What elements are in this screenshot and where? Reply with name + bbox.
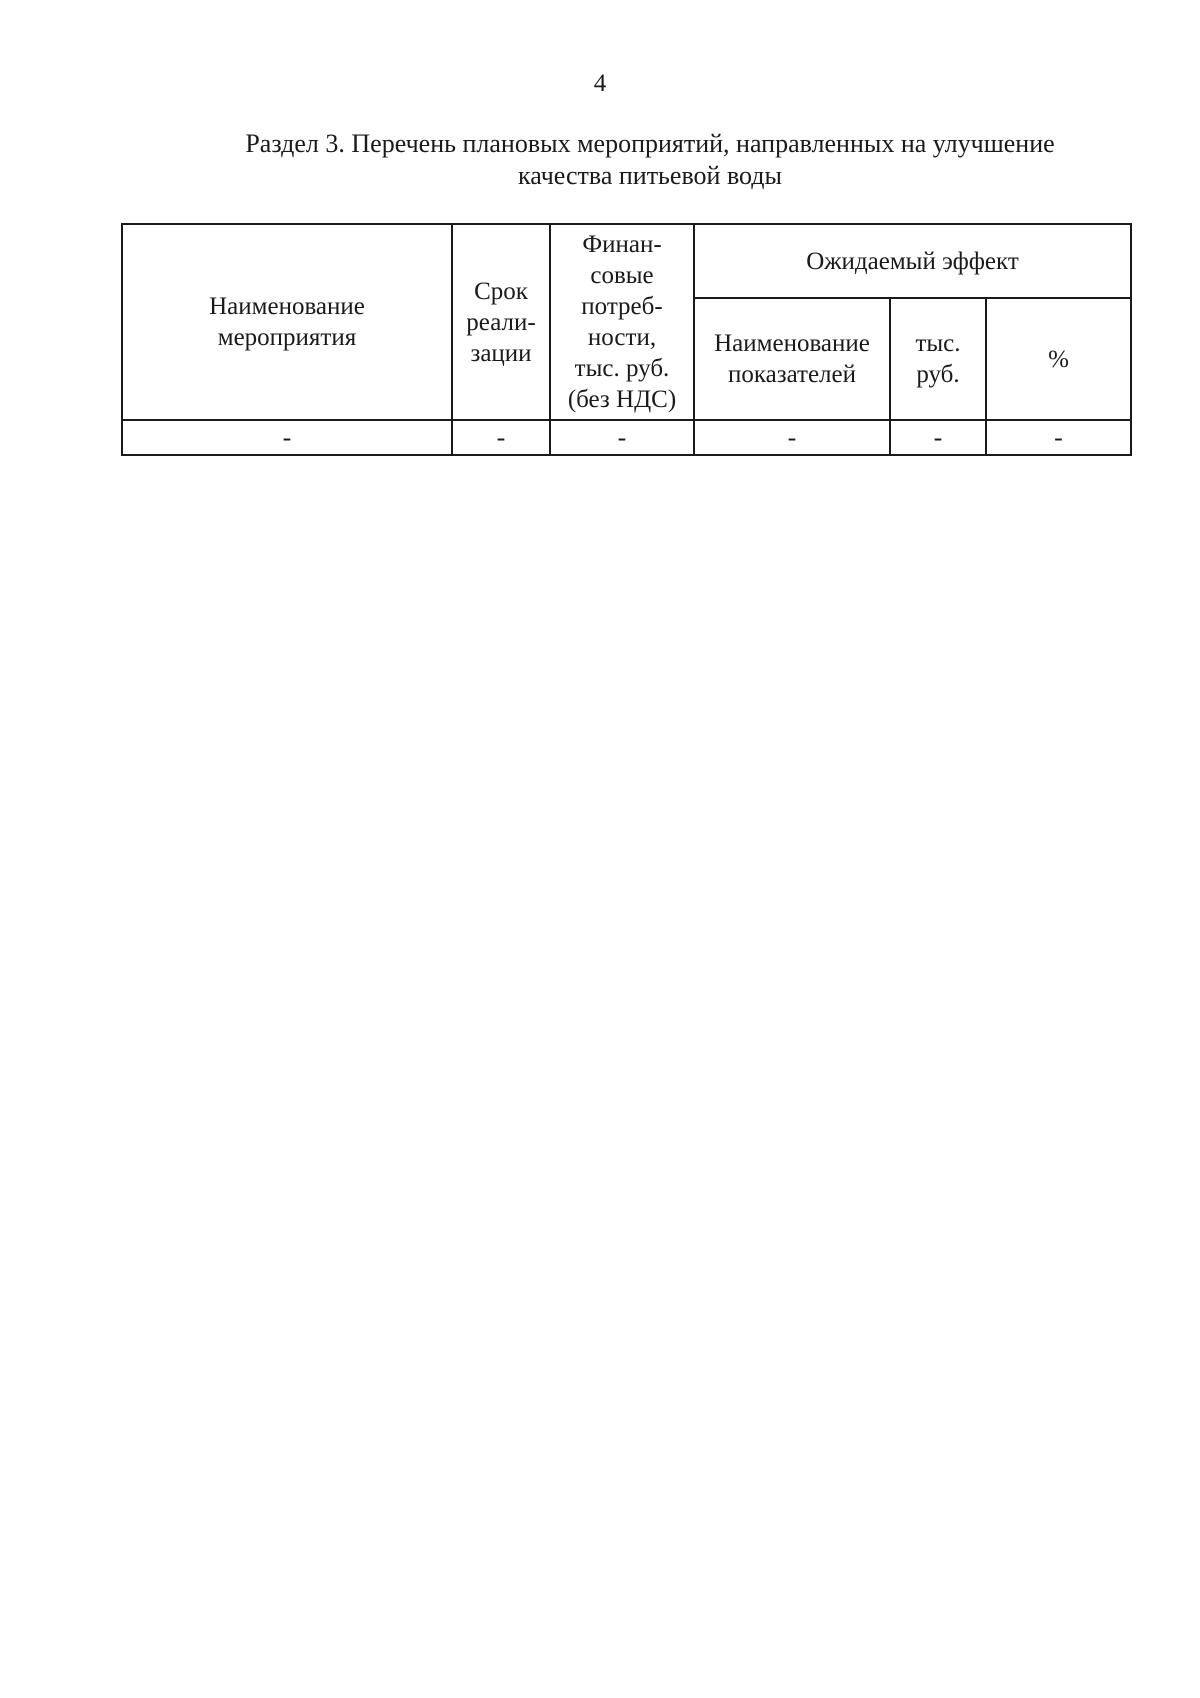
planned-measures-table [121,223,1132,456]
section-title-line-2: качества питьевой воды [517,161,783,190]
cell-financial-needs: - [550,420,694,455]
section-title-line-1: Раздел 3. Перечень плановых мероприятий, направленных на улучшение [245,129,1055,158]
header-expected-effect: Ожидаемый эффект [694,224,1131,298]
table-header-row [122,224,1131,298]
cell-term: - [452,420,550,455]
header-thousand-rub: тыс. руб. [890,298,986,420]
header-financial-needs: Финан- совые потреб- ности, тыс. руб. (без НДС) [550,224,694,420]
cell-thousand-rub: - [890,420,986,455]
header-measure-name: Наименование мероприятия [122,224,452,420]
header-indicator-names: Наименование показателей [694,298,890,420]
header-percent: % [986,298,1131,420]
table-row [122,420,1131,455]
cell-percent: - [986,420,1131,455]
section-title [150,128,1150,192]
cell-measure-name: - [122,420,452,455]
cell-indicator-names: - [694,420,890,455]
page-number: 4 [593,70,607,97]
header-implementation-term: Срок реали- зации [452,224,550,420]
